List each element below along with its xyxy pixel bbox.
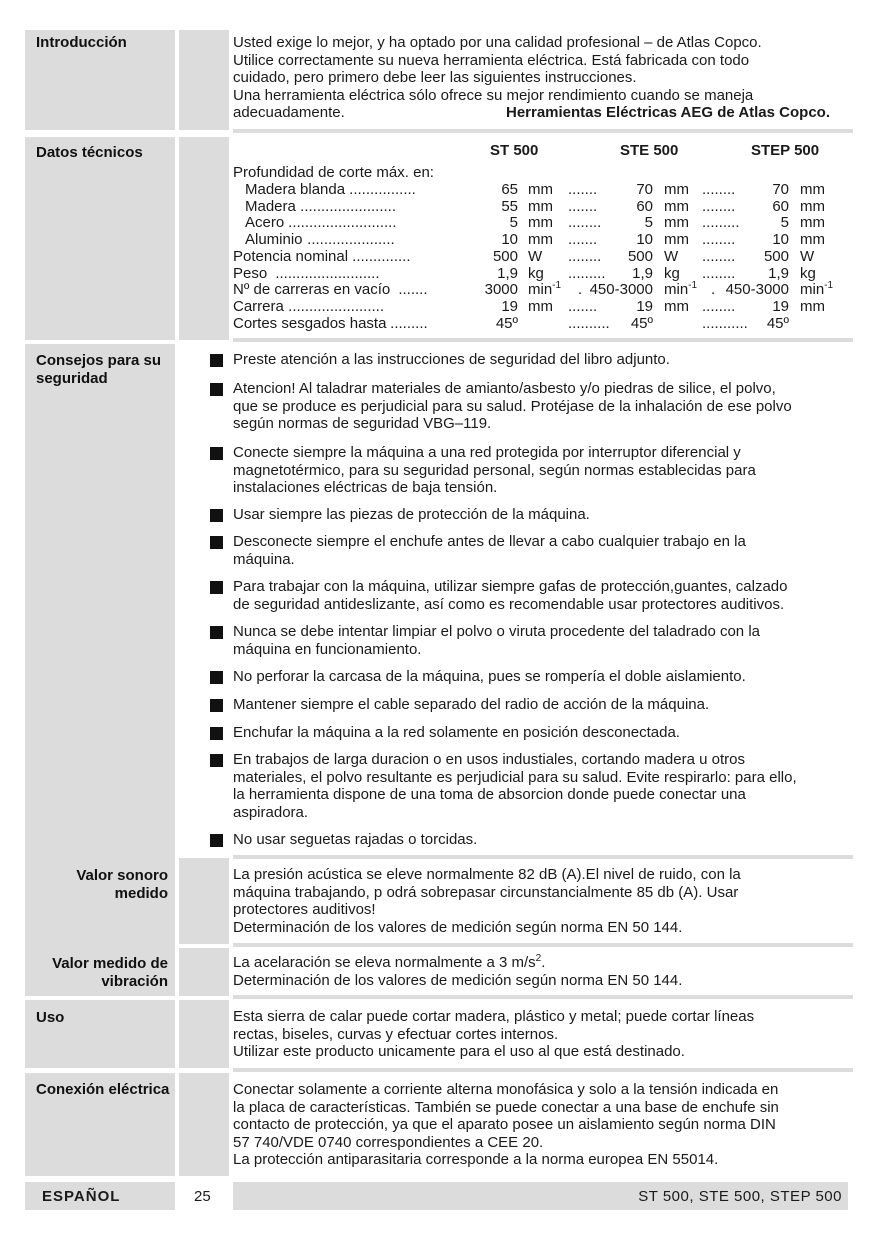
section-label-usage: Uso [36, 1009, 65, 1026]
footer-models: ST 500, STE 500, STEP 500 [638, 1188, 842, 1205]
spec-leader: ........ [568, 214, 602, 232]
safety-item-line: En trabajos de larga duracion o en usos industiales, cortando madera u otros [233, 751, 745, 768]
spec-value-step500: 70 [772, 181, 789, 198]
safety-item [233, 623, 853, 658]
spec-unit-ste500: mm [664, 214, 689, 232]
bullet-icon [210, 727, 223, 740]
bullet-icon [210, 447, 223, 460]
safety-item [233, 444, 853, 497]
spec-leader: ........ [702, 197, 736, 215]
usage-line: rectas, biseles, curvas y efectuar cortes internos. [233, 1025, 559, 1043]
spec-unit-step500: $\min^{-1}$ [800, 280, 834, 299]
usage-text [233, 1008, 848, 1061]
margin-cell-electrical [179, 1073, 229, 1176]
footer-language: ESPAÑOL [42, 1188, 121, 1205]
electrical-line: la placa de características. También se puede conectar a una base de enchufe sin [233, 1098, 779, 1116]
spec-name: Cortes sesgados hasta [233, 314, 387, 332]
intro-text [233, 34, 848, 122]
safety-item-line: aspiradora. [233, 803, 309, 821]
noise-line: máquina trabajando, p odrá sobrepasar circunstancialmente 85 db (A). Usar [233, 883, 739, 901]
spec-leader: ........ [568, 247, 602, 265]
noise-line: protectores auditivos! [233, 901, 376, 918]
bullet-icon [210, 754, 223, 767]
safety-item [233, 506, 853, 524]
spec-value-st500: 19 [501, 297, 518, 315]
safety-item [233, 578, 853, 613]
spec-value-st500: 5 [509, 214, 518, 232]
spec-unit-st500: W [528, 247, 543, 265]
electrical-text [233, 1081, 848, 1169]
safety-item [233, 380, 853, 433]
safety-item-line: la herramienta dispone de una toma de absorcion donde puede conectar una [233, 786, 746, 803]
spec-leader: ....... [568, 197, 598, 215]
spec-value-step500: 500 [763, 247, 789, 265]
spec-leader: ........ [702, 181, 736, 198]
spec-unit-st500: mm [528, 197, 553, 215]
spec-value-ste500: 500 [627, 247, 653, 265]
spec-value-ste500: 1,9 [632, 264, 653, 282]
spec-unit-ste500: W [664, 247, 679, 265]
spec-name: Madera [245, 197, 296, 215]
spec-unit-step500: mm [800, 231, 825, 249]
section-label-vibration: Valor medido de vibración [52, 955, 168, 990]
spec-value-step500: 45º [766, 314, 789, 332]
vibration-exponent: 2 [535, 953, 542, 964]
margin-cell-usage [179, 1000, 229, 1068]
spec-leader: ....... [568, 181, 598, 198]
spec-name: Carrera [233, 297, 284, 315]
safety-item-line: Desconecte siempre el enchufe antes de llevar a cabo cualquier trabajo en la [233, 533, 746, 550]
bullet-icon [210, 536, 223, 549]
intro-line: Una herramienta eléctrica sólo ofrece su mejor rendimiento cuando se maneja [233, 86, 754, 104]
safety-item [233, 724, 853, 742]
bullet-icon [210, 834, 223, 847]
vibration-text [233, 954, 848, 989]
spec-value-ste500: 5 [644, 214, 653, 232]
model-header-st500: ST 500 [490, 142, 539, 159]
divider-tech [233, 338, 853, 342]
spec-leader: ........... [702, 314, 748, 332]
bullet-icon [210, 699, 223, 712]
spec-value-ste500: 19 [636, 297, 653, 315]
spec-unit-step500: mm [800, 297, 825, 315]
vibration-value-text: La acelaración se eleva normalmente a 3 m/s [233, 954, 536, 971]
safety-item-line: magnetotérmico, para su seguridad personal, según normas establecidas para [233, 461, 756, 479]
safety-item-line: instalaciones eléctricas de baja tensión. [233, 479, 498, 496]
spec-unit-st500: mm [528, 297, 553, 315]
spec-value-st500: 3000 [484, 281, 518, 299]
intro-line: cuidado, pero primero debe leer las siguientes instrucciones. [233, 69, 637, 86]
section-label-safety: Consejos para su seguridad [36, 352, 162, 387]
bullet-icon [210, 383, 223, 396]
usage-line: Esta sierra de calar puede cortar madera, plástico y metal; puede cortar líneas [233, 1008, 755, 1025]
spec-value-ste500: 60 [636, 197, 653, 215]
spec-leader: ....... [390, 281, 428, 299]
safety-item-line: No perforar la carcasa de la máquina, pues se rompería el doble aislamiento. [233, 668, 746, 685]
margin-cell-intro [179, 30, 229, 130]
noise-text [233, 866, 848, 936]
spec-leader: .......... [568, 314, 610, 332]
intro-last-row [233, 104, 848, 122]
safety-item-line: Usar siempre las piezas de protección de la máquina. [233, 506, 590, 523]
bullet-icon [210, 626, 223, 639]
spec-leader: ........ [702, 247, 736, 265]
spec-value-step500: 10 [772, 231, 789, 249]
noise-line: Determinación de los valores de medición según norma EN 50 144. [233, 918, 683, 936]
spec-unit-ste500: $\min^{-1}$ [664, 280, 698, 299]
spec-unit-ste500: mm [664, 297, 689, 315]
spec-leader: ....................... [284, 297, 385, 315]
spec-leader: ......... [702, 214, 740, 232]
section-label-tech: Datos técnicos [36, 144, 143, 161]
spec-unit-step500: W [800, 247, 815, 265]
spec-leader: ......... [568, 264, 606, 282]
safety-item-line: de seguridad antideslizante, así como es recomendable usar protectores auditivos. [233, 595, 785, 613]
spec-leader: . [711, 281, 716, 299]
spec-leader: ......... [386, 314, 428, 332]
spec-name: Aluminio [245, 231, 303, 249]
spec-name: Nº de carreras en vacío [233, 281, 391, 299]
spec-value-st500: 55 [501, 197, 518, 215]
label-cell-safety [25, 344, 175, 952]
safety-item [233, 831, 853, 849]
spec-value-step500: 60 [772, 197, 789, 215]
label-cell-tech [25, 137, 175, 340]
spec-value-st500: 10 [501, 231, 518, 249]
safety-item-line: Para trabajar con la máquina, utilizar siempre gafas de protección,guantes, calzado [233, 578, 788, 595]
divider-intro [233, 129, 853, 133]
electrical-line: 57 740/VDE 0740 correspondientes a CEE 20. [233, 1133, 544, 1151]
safety-item-line: No usar seguetas rajadas o torcidas. [233, 831, 478, 848]
spec-name: Acero [245, 214, 285, 232]
safety-item-line: Preste atención a las instrucciones de seguridad del libro adjunto. [233, 351, 670, 368]
intro-line: Utilice correctamente su nueva herramienta eléctrica. Está fabricada con todo [233, 51, 750, 69]
spec-name: Madera blanda [245, 181, 346, 198]
spec-leader: ................ [345, 181, 416, 198]
spec-leader: ......................... [267, 264, 380, 282]
margin-cell-vibration [179, 948, 229, 996]
spec-leader: ........ [702, 231, 736, 249]
intro-line: Usted exige lo mejor, y ha optado por una calidad profesional – de Atlas Copco. [233, 34, 762, 51]
spec-unit-ste500: mm [664, 197, 689, 215]
spec-leader: .......................... [284, 214, 397, 232]
spec-leader: ........ [702, 264, 736, 282]
safety-item-line: máquina en funcionamiento. [233, 640, 422, 658]
spec-leader: ..................... [303, 231, 395, 249]
spec-leader: . [578, 281, 583, 299]
bullet-icon [210, 581, 223, 594]
noise-line: La presión acústica se eleve normalmente 82 dB (A).El nivel de ruido, con la [233, 866, 741, 883]
spec-value-step500: 1,9 [768, 264, 789, 282]
usage-line: Utilizar este producto unicamente para el uso al que está destinado. [233, 1043, 685, 1060]
spec-leader: ........ [702, 297, 736, 315]
safety-item-line: materiales, el polvo resultante es perjudicial para su salud. Evite respirarlo: para ello, [233, 768, 797, 786]
spec-value-step500: 5 [780, 214, 789, 232]
bullet-icon [210, 671, 223, 684]
spec-value-st500: 65 [501, 181, 518, 198]
safety-item [233, 751, 853, 821]
spec-value-st500: 45º [495, 314, 518, 332]
vibration-line: Determinación de los valores de medición según norma EN 50 144. [233, 971, 683, 989]
spec-unit-ste500: mm [664, 231, 689, 249]
spec-value-ste500: 70 [636, 181, 653, 198]
safety-item-line: Atencion! Al taladrar materiales de amianto/asbesto y/o piedras de silice, el polvo, [233, 380, 776, 397]
depth-heading: Profundidad de corte máx. en: [233, 164, 434, 181]
spec-unit-st500: mm [528, 214, 553, 232]
intro-signature: Herramientas Eléctricas AEG de Atlas Copco. [505, 104, 830, 121]
safety-item [233, 351, 853, 369]
safety-item-line: según normas de seguridad VBG–119. [233, 415, 492, 432]
spec-unit-st500: kg [528, 264, 544, 282]
spec-leader: .............. [348, 247, 411, 265]
spec-leader: ....... [568, 231, 598, 249]
spec-value-ste500: 450-3000 [589, 281, 653, 299]
safety-item-line: que se produce es perjudicial para su salud. Protéjase de la inhalación de ese polvo [233, 397, 792, 415]
vibration-line [233, 954, 848, 972]
safety-item-line: Conecte siempre la máquina a una red protegida por interruptor diferencial y [233, 444, 741, 461]
safety-item [233, 668, 853, 686]
spec-value-ste500: 45º [630, 314, 653, 332]
spec-unit-ste500: kg [664, 264, 680, 282]
safety-item-line: Mantener siempre el cable separado del radio de acción de la máquina. [233, 696, 710, 713]
spec-leader: ....................... [296, 197, 397, 215]
spec-unit-step500: mm [800, 181, 825, 198]
spec-name: Potencia nominal [233, 247, 349, 265]
bullet-icon [210, 354, 223, 367]
safety-item-line: máquina. [233, 550, 295, 568]
spec-unit-st500: $\min^{-1}$ [528, 280, 562, 299]
safety-item [233, 533, 853, 568]
divider-usage [233, 1068, 853, 1072]
electrical-line: La protección antiparasitaria corresponde a la norma europea EN 55014. [233, 1151, 719, 1168]
spec-unit-step500: mm [800, 214, 825, 232]
margin-cell-tech [179, 137, 229, 340]
intro-line: adecuadamente. [233, 104, 345, 121]
safety-item [233, 696, 853, 714]
spec-name: Peso [233, 264, 268, 282]
safety-item-line: Enchufar la máquina a la red solamente en posición desconectada. [233, 724, 680, 741]
section-label-intro: Introducción [36, 34, 127, 51]
spec-unit-st500: mm [528, 181, 553, 198]
section-label-electrical: Conexión eléctrica [36, 1081, 170, 1098]
spec-unit-st500: mm [528, 231, 553, 249]
divider-noise [233, 943, 853, 947]
spec-value-step500: 450-3000 [725, 281, 789, 299]
spec-value-step500: 19 [772, 297, 789, 315]
spec-value-st500: 1,9 [497, 264, 518, 282]
spec-value-ste500: 10 [636, 231, 653, 249]
divider-safety [233, 855, 853, 859]
safety-item-line: Nunca se debe intentar limpiar el polvo o viruta procedente del taladrado con la [233, 623, 760, 640]
margin-cell-noise [179, 858, 229, 944]
page-number: 25 [194, 1188, 211, 1205]
spec-unit-ste500: mm [664, 181, 689, 198]
spec-leader: ....... [568, 297, 598, 315]
model-header-step500: STEP 500 [751, 142, 820, 159]
section-label-noise: Valor sonoro medido [76, 867, 168, 902]
model-header-ste500: STE 500 [620, 142, 679, 159]
spec-unit-step500: kg [800, 264, 816, 282]
divider-vibration [233, 995, 853, 999]
vibration-period: . [541, 954, 546, 971]
unit-exponent: -1 [552, 280, 562, 292]
unit-exponent: -1 [688, 280, 698, 292]
electrical-line: Conectar solamente a corriente alterna monofásica y solo a la tensión indicada en [233, 1081, 779, 1098]
unit-exponent: -1 [824, 280, 834, 292]
bullet-icon [210, 509, 223, 522]
spec-value-st500: 500 [492, 247, 518, 265]
spec-unit-step500: mm [800, 197, 825, 215]
electrical-line: contacto de protección, ya que el aparato posee un aislamiento según norma DIN [233, 1116, 776, 1133]
